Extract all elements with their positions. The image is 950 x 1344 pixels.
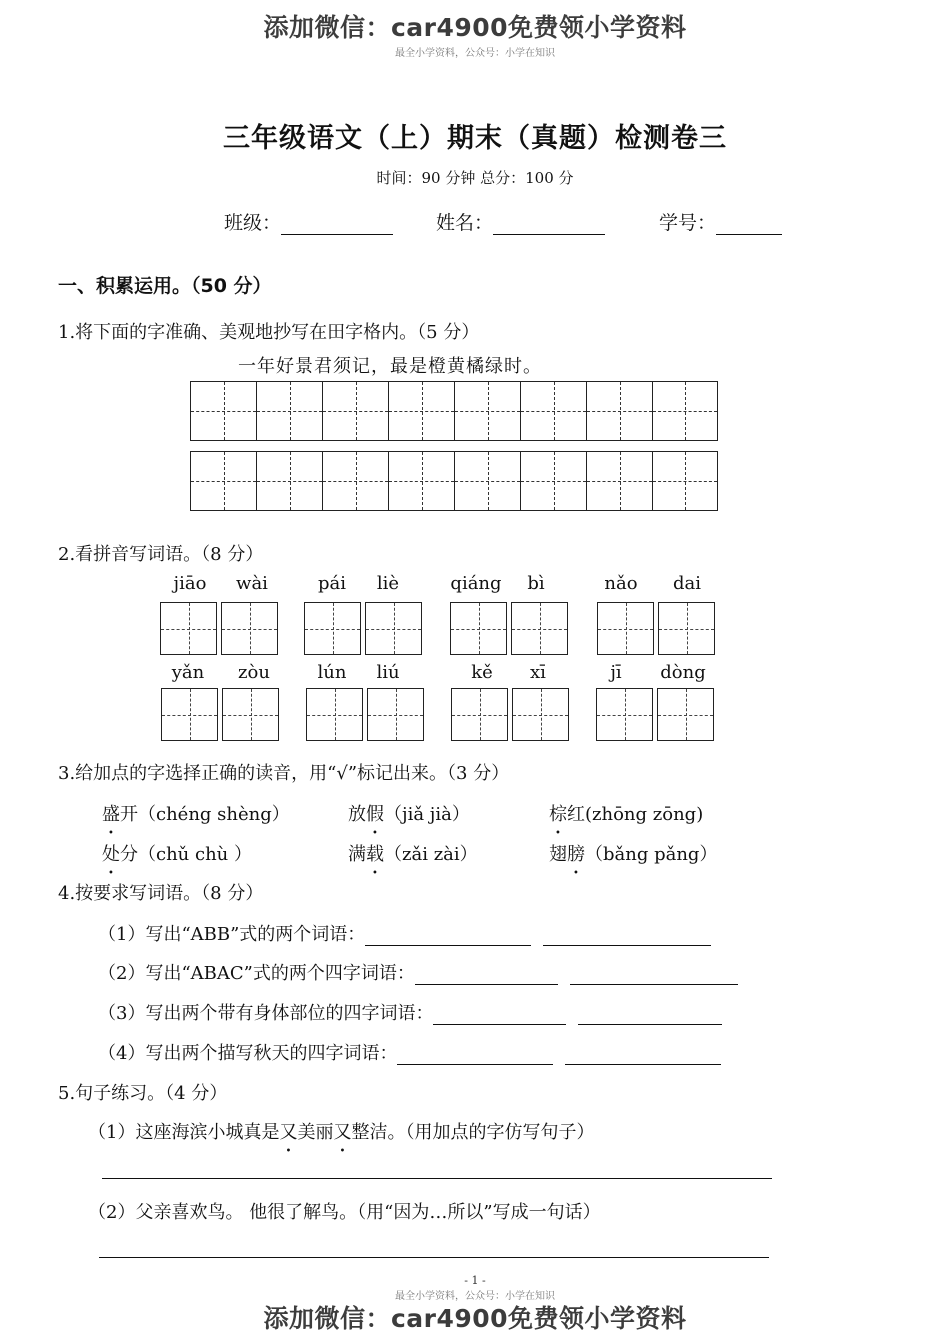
char-box[interactable]: [161, 688, 218, 741]
pinyin: liè: [376, 573, 400, 594]
class-blank[interactable]: [281, 212, 393, 235]
word-boxes[interactable]: [451, 688, 569, 741]
dotted-char: 又: [279, 1122, 298, 1143]
pronunciation-options[interactable]: （jiǎ jià）: [384, 804, 470, 825]
tianzige-cell[interactable]: [322, 451, 388, 511]
char-box[interactable]: [512, 688, 569, 741]
pronunciation-options[interactable]: （chǔ chù ）: [138, 844, 252, 865]
pronunciation-options[interactable]: （zǎi zài）: [384, 844, 478, 865]
word-boxes[interactable]: [160, 602, 278, 655]
tianzige-cell[interactable]: [388, 451, 454, 511]
q5-prompt: 5.句子练习。（4 分）: [58, 1083, 228, 1104]
dotted-char: 处: [102, 844, 120, 865]
exam-meta: 时间：90 分钟 总分：100 分: [376, 169, 574, 187]
dotted-char: 载: [366, 844, 384, 865]
watermark-top: 添加微信：car4900免费领小学资料: [263, 13, 687, 42]
char-box[interactable]: [160, 602, 217, 655]
pinyin: pái: [317, 573, 346, 594]
pinyin: dòng: [660, 662, 706, 683]
answer-line[interactable]: [99, 1257, 769, 1258]
tianzige-cell[interactable]: [190, 451, 256, 511]
name-field: [436, 208, 605, 235]
answer-blank[interactable]: [365, 925, 531, 946]
pinyin: jiāo: [173, 573, 207, 594]
word-boxes[interactable]: [450, 602, 568, 655]
answer-blank[interactable]: [565, 1044, 721, 1065]
tianzige-row-1[interactable]: [190, 381, 718, 441]
tianzige-cell[interactable]: [652, 381, 718, 441]
tianzige-cell[interactable]: [256, 451, 322, 511]
tianzige-cell[interactable]: [454, 381, 520, 441]
answer-blank[interactable]: [578, 1004, 722, 1025]
id-label: 学号：: [659, 212, 717, 234]
tianzige-cell[interactable]: [520, 451, 586, 511]
char-box[interactable]: [658, 602, 715, 655]
q3-item[interactable]: 翅膀（bǎng pǎng）: [549, 844, 718, 865]
char-box[interactable]: [657, 688, 714, 741]
dotted-char: 棕: [549, 804, 567, 825]
pinyin: wài: [236, 573, 268, 594]
char-box[interactable]: [367, 688, 424, 741]
id-blank[interactable]: [716, 212, 782, 235]
char-box[interactable]: [306, 688, 363, 741]
tianzige-cell[interactable]: [586, 381, 652, 441]
watermark-sub-bottom: 最全小学资料，公众号：小学在知识: [395, 1291, 555, 1302]
pinyin: jī: [610, 662, 622, 683]
dotted-char: 盛: [102, 804, 120, 825]
class-field: [224, 208, 393, 235]
q4-item: （1）写出“ABB”式的两个词语：: [98, 920, 711, 946]
char-box[interactable]: [365, 602, 422, 655]
pronunciation-options[interactable]: （bǎng pǎng）: [585, 844, 718, 865]
q3-item[interactable]: 盛开（chéng shèng）: [102, 804, 290, 825]
q1-prompt: 1.将下面的字准确、美观地抄写在田字格内。（5 分）: [58, 322, 480, 343]
name-blank[interactable]: [493, 212, 605, 235]
tianzige-cell[interactable]: [322, 381, 388, 441]
pinyin: qiáng: [450, 573, 502, 594]
word-boxes[interactable]: [304, 602, 422, 655]
tianzige-cell[interactable]: [454, 451, 520, 511]
tianzige-cell[interactable]: [190, 381, 256, 441]
page-number: - 1 -: [464, 1274, 486, 1287]
q2-prompt: 2.看拼音写词语。（8 分）: [58, 544, 264, 565]
id-field: [659, 208, 782, 235]
q3-item[interactable]: 满载（zǎi zài）: [348, 844, 478, 865]
answer-blank[interactable]: [570, 964, 738, 985]
page-title: 三年级语文（上）期末（真题）检测卷三: [223, 123, 727, 154]
answer-blank[interactable]: [397, 1044, 553, 1065]
pinyin: zòu: [238, 662, 270, 683]
tianzige-cell[interactable]: [256, 381, 322, 441]
q4-prompt: 4.按要求写词语。（8 分）: [58, 883, 264, 904]
dotted-char: 膀: [567, 844, 585, 865]
pinyin: dai: [672, 573, 701, 594]
pinyin: nǎo: [604, 573, 638, 594]
pronunciation-options[interactable]: （chéng shèng）: [138, 804, 290, 825]
dotted-char: 又: [333, 1122, 352, 1143]
q3-item[interactable]: 棕红(zhōng zōng): [549, 804, 704, 825]
pinyin: yǎn: [171, 662, 205, 683]
q5-item-2: （2）父亲喜欢鸟。 他很了解鸟。（用“因为…所以”写成一句话）: [88, 1202, 601, 1223]
q3-item[interactable]: 放假（jiǎ jià）: [348, 804, 470, 825]
char-box[interactable]: [304, 602, 361, 655]
word-boxes[interactable]: [306, 688, 424, 741]
char-box[interactable]: [596, 688, 653, 741]
word-boxes[interactable]: [597, 602, 715, 655]
class-label: 班级：: [224, 212, 282, 234]
watermark-bottom: 添加微信：car4900免费领小学资料: [263, 1304, 687, 1333]
name-label: 姓名：: [436, 212, 494, 234]
section-heading: 一、积累运用。（50 分）: [58, 275, 272, 297]
q4-item: （3）写出两个带有身体部位的四字词语：: [98, 999, 722, 1025]
tianzige-cell[interactable]: [652, 451, 718, 511]
pinyin: kě: [471, 662, 493, 683]
answer-line[interactable]: [102, 1178, 772, 1179]
word-boxes[interactable]: [596, 688, 714, 741]
pinyin: bì: [527, 573, 545, 594]
q1-poem: 一年好景君须记，最是橙黄橘绿时。: [238, 356, 542, 377]
char-box[interactable]: [221, 602, 278, 655]
q4-item: （4）写出两个描写秋天的四字词语：: [98, 1039, 721, 1065]
answer-blank[interactable]: [543, 925, 711, 946]
pronunciation-options[interactable]: (zhōng zōng): [585, 804, 704, 825]
char-box[interactable]: [511, 602, 568, 655]
q5-item-1: （1）这座海滨小城真是又美丽又整洁。（用加点的字仿写句子）: [88, 1122, 595, 1143]
char-box[interactable]: [450, 602, 507, 655]
answer-blank[interactable]: [433, 1004, 566, 1025]
word-boxes[interactable]: [161, 688, 279, 741]
tianzige-cell[interactable]: [586, 451, 652, 511]
tianzige-cell[interactable]: [520, 381, 586, 441]
tianzige-cell[interactable]: [388, 381, 454, 441]
q3-item[interactable]: 处分（chǔ chù ）: [102, 844, 252, 865]
q3-prompt: 3.给加点的字选择正确的读音，用“√”标记出来。（3 分）: [58, 763, 510, 784]
pinyin: liú: [376, 662, 400, 683]
tianzige-row-2[interactable]: [190, 451, 718, 511]
dotted-char: 假: [366, 804, 384, 825]
pinyin: lún: [317, 662, 347, 683]
watermark-sub-top: 最全小学资料，公众号：小学在知识: [395, 48, 555, 59]
char-box[interactable]: [222, 688, 279, 741]
q4-item: （2）写出“ABAC”式的两个四字词语：: [98, 959, 738, 985]
answer-blank[interactable]: [415, 964, 558, 985]
char-box[interactable]: [451, 688, 508, 741]
pinyin: xī: [530, 662, 546, 683]
char-box[interactable]: [597, 602, 654, 655]
